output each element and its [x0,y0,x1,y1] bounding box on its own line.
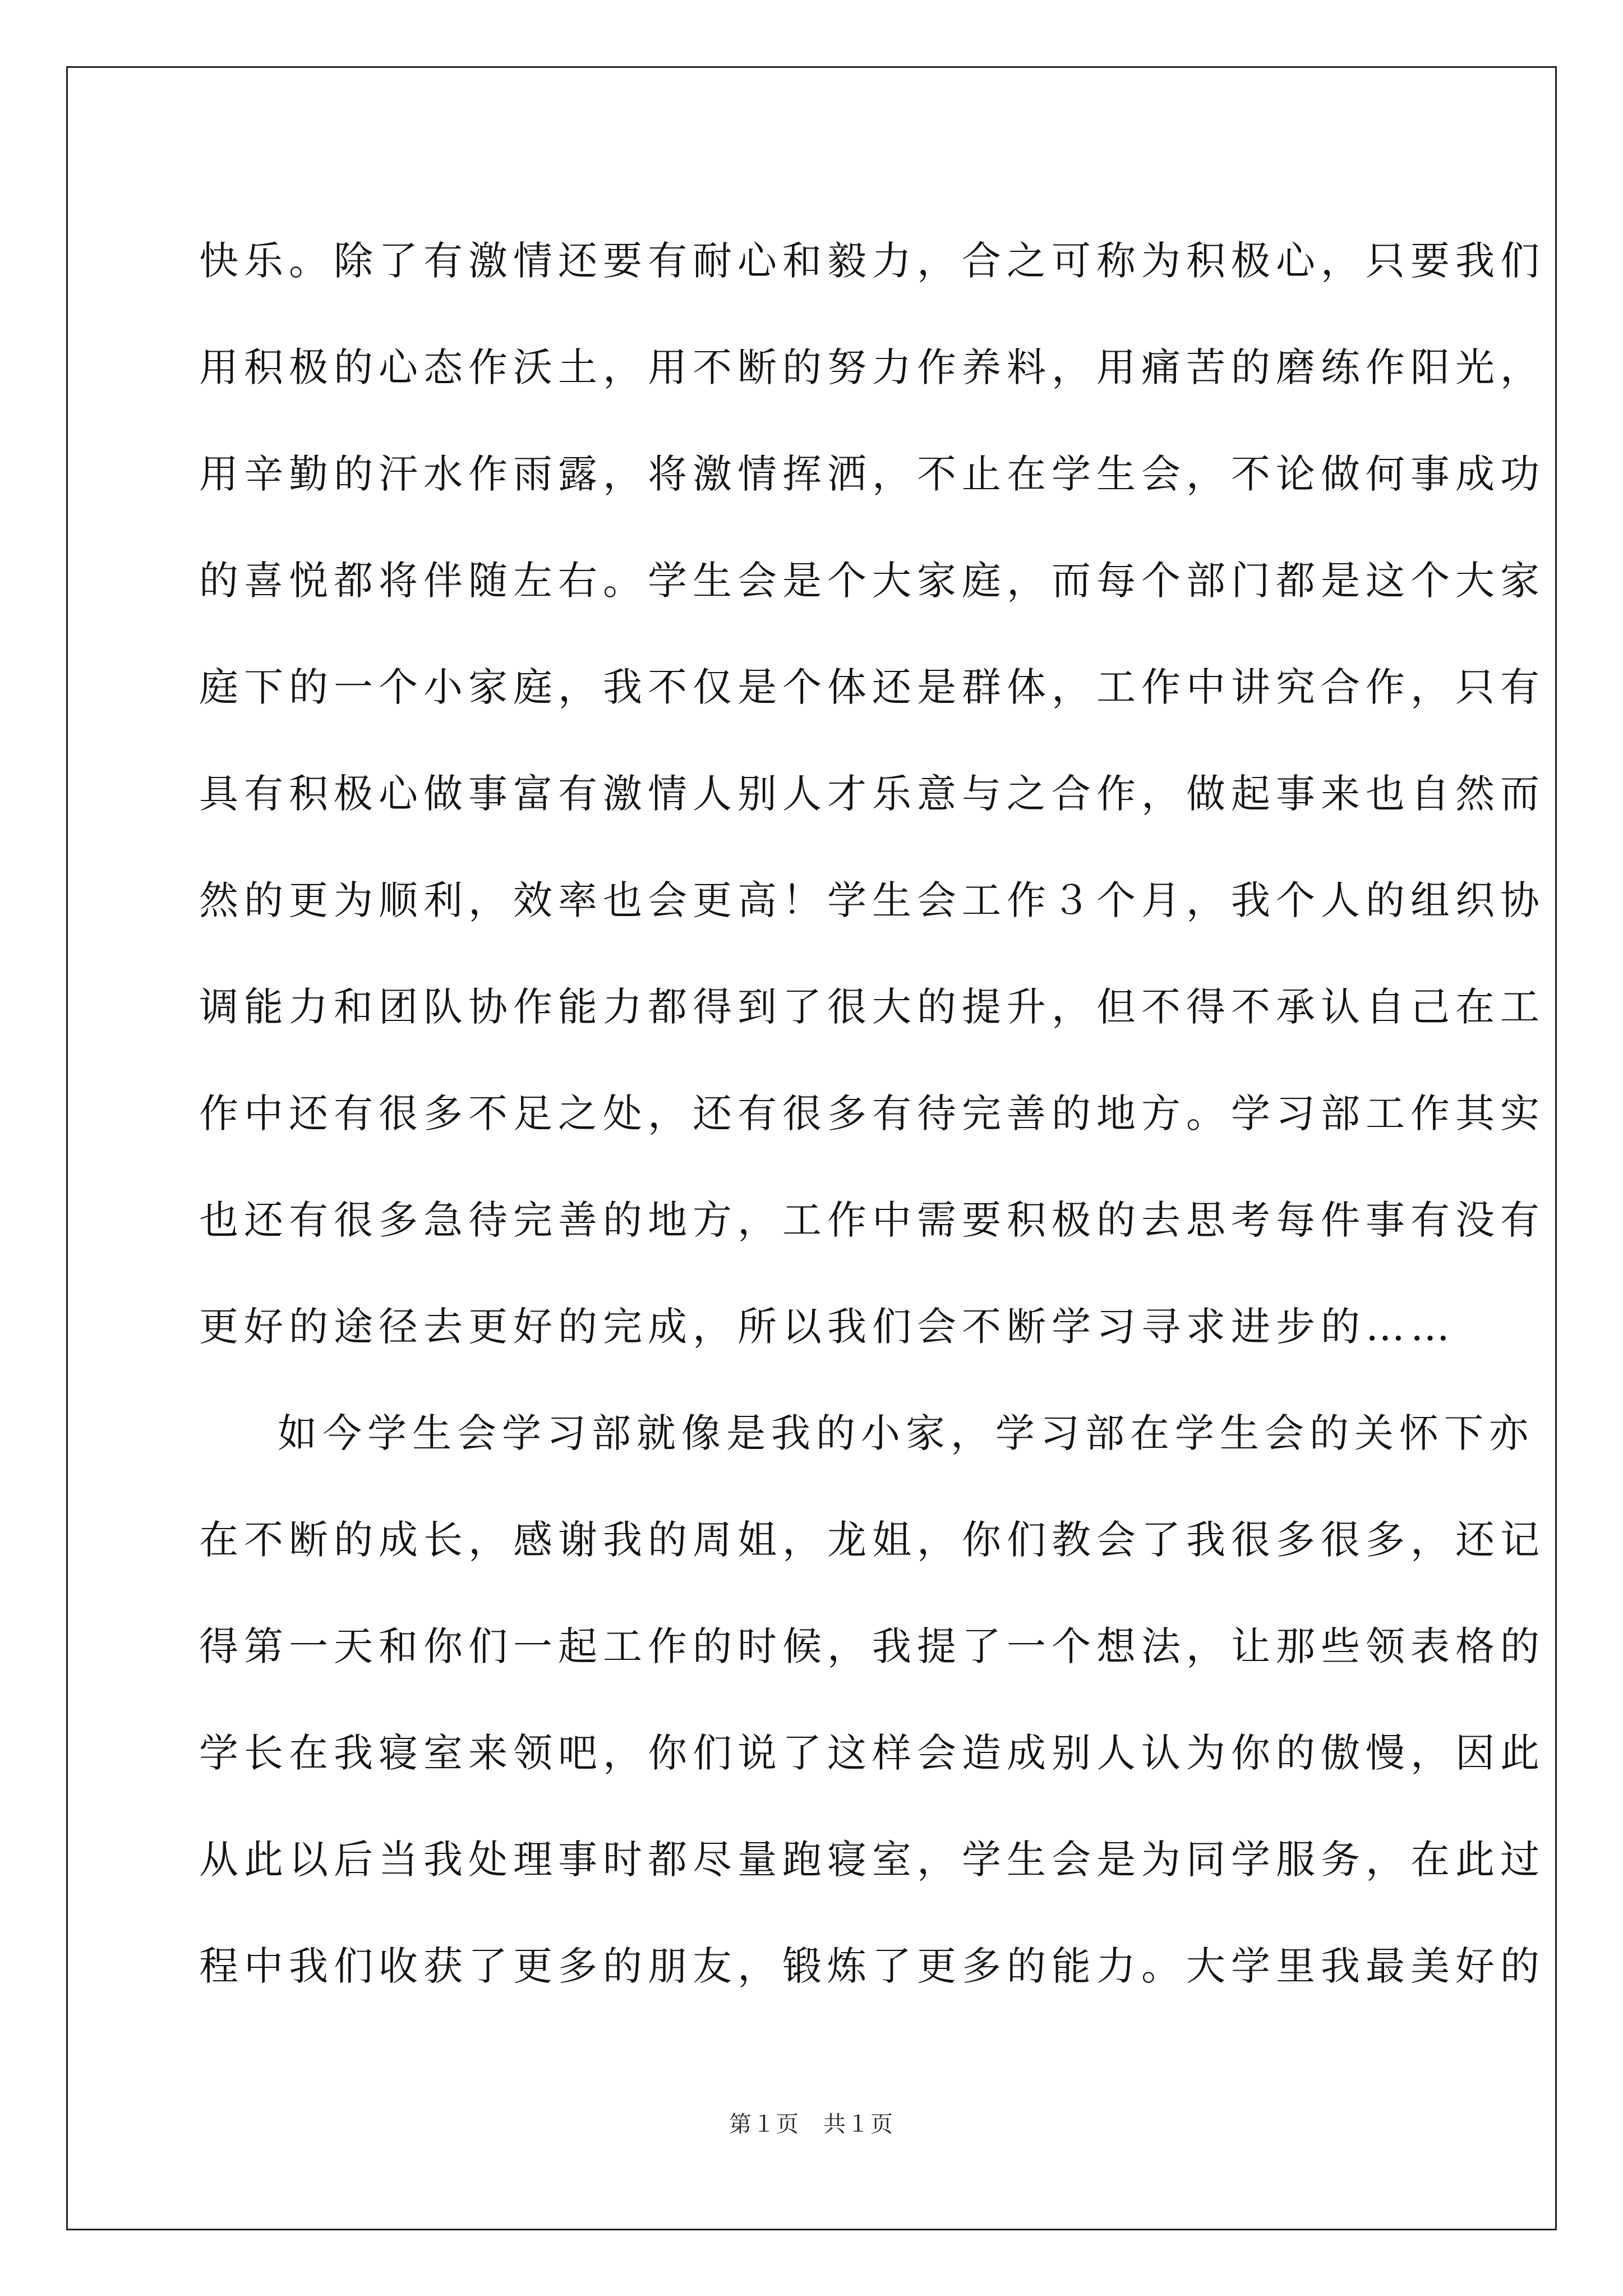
text-line: 具有积极心做事富有激情人别人才乐意与之合作，做起事来也自然而 [199,771,1545,817]
text-line: 从此以后当我处理事时都尽量跑寝室，学生会是为同学服务，在此过 [199,1837,1545,1883]
text-line: 庭下的一个小家庭，我不仅是个体还是群体，工作中讲究合作，只有 [199,664,1545,710]
text-line: 的喜悦都将伴随左右。学生会是个大家庭，而每个部门都是这个大家 [199,558,1545,604]
text-line: 更好的途径去更好的完成，所以我们会不断学习寻求进步的…… [199,1304,1455,1350]
text-line: 程中我们收获了更多的朋友，锻炼了更多的能力。大学里我最美好的 [199,1943,1545,1989]
text-line: 得第一天和你们一起工作的时候，我提了一个想法，让那些领表格的 [199,1623,1545,1669]
page-footer: 第１页 共１页 [729,2111,894,2137]
text-line: 也还有很多急待完善的地方，工作中需要积极的去思考每件事有没有 [199,1197,1545,1243]
text-line: 用辛勤的汗水作雨露，将激情挥洒，不止在学生会，不论做何事成功 [199,451,1545,497]
paragraph-first-line: 如今学生会学习部就像是我的小家，学习部在学生会的关怀下亦 [278,1410,1534,1456]
text-line: 然的更为顺利，效率也会更高！学生会工作３个月，我个人的组织协 [199,877,1545,923]
text-line: 快乐。除了有激情还要有耐心和毅力，合之可称为积极心，只要我们 [199,238,1545,284]
text-line: 用积极的心态作沃土，用不断的努力作养料，用痛苦的磨练作阳光， [199,344,1545,390]
text-line: 作中还有很多不足之处，还有很多有待完善的地方。学习部工作其实 [199,1091,1545,1137]
document-body [199,208,1545,2019]
text-line: 学长在我寝室来领吧，你们说了这样会造成别人认为你的傲慢，因此 [199,1730,1545,1776]
text-line: 调能力和团队协作能力都得到了很大的提升，但不得不承认自己在工 [199,984,1545,1030]
text-line: 在不断的成长，感谢我的周姐，龙姐，你们教会了我很多很多，还记 [199,1517,1545,1563]
